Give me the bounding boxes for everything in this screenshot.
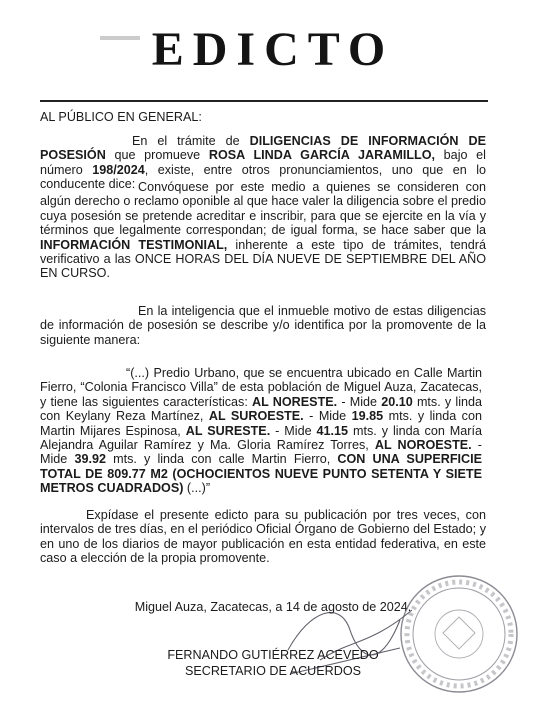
document-title: EDICTO [151,23,395,76]
signer-title: SECRETARIO DE ACUERDOS [184,664,362,678]
signer-name: FERNANDO GUTIÉRREZ ACEVEDO [167,648,379,662]
paragraph-3: En la inteligencia que el inmueble motivo de estas diligencias de información de posesión se describe y/o identifica por la promovente de la siguiente manera: [40,304,486,347]
title-divider [40,100,488,102]
paragraph-1: En el trámite de DILIGENCIAS DE INFORMACIÓN DE POSESIÓN que promueve ROSA LINDA GARCÍA JARAMILLO, bajo el número 198/2024, existe, entre otros pronunciamientos, uno que en lo conducente dice: [40,134,486,192]
court-seal [398,573,520,695]
salutation: AL PÚBLICO EN GENERAL: [40,110,202,124]
paragraph-5: Expídase el presente edicto para su publicación por tres veces, con intervalos de tres días, en el periódico Oficial Órgano de Gobierno del Estado; y en uno de los diarios de mayor publicación en esta entidad federativa, en este caso a elección de la propia promovente. [40,508,486,566]
place-date: Miguel Auza, Zacatecas, a 14 de agosto de 2024. [134,600,412,614]
property-description: “(...) Predio Urbano, que se encuentra ubicado en Calle Martin Fierro, “Colonia Francisco Villa” de esta población de Miguel Auza, Zacatecas, y tiene las siguientes características: AL NORESTE. - Mide 20.10 mts. y linda con Keylany Reza Martínez, AL SUROESTE. - Mide 19.85 mts. y linda con Martin Mijares Espinosa, AL SURESTE. - Mide 41.15 mts. y linda con María Alejandra Aguilar Ramírez y Ma. Gloria Ramírez Torres, AL NOROESTE. - Mide 39.92 mts. y linda con calle Martin Fierro, CON UNA SUPERFICIE TOTAL DE 809.77 M2 (OCHOCIENTOS NUEVE PUNTO SETENTA Y SIETE METROS CUADRADOS) (...)” [40,366,483,496]
paragraph-2: Convóquese por este medio a quienes se consideren con algún derecho o reclamo oponible al que hace valer la diligencia sobre el predio cuya posesión se pretende acreditar e inscribir, para que se ejercite en la vía y términos que legalmente correspondan; de igual forma, se hace saber que la INFORMACIÓN TESTIMONIAL, inherente a este tipo de trámites, tendrá verificativo a las ONCE HORAS DEL DÍA NUEVE DE SEPTIEMBRE DEL AÑO EN CURSO. [40,180,486,281]
